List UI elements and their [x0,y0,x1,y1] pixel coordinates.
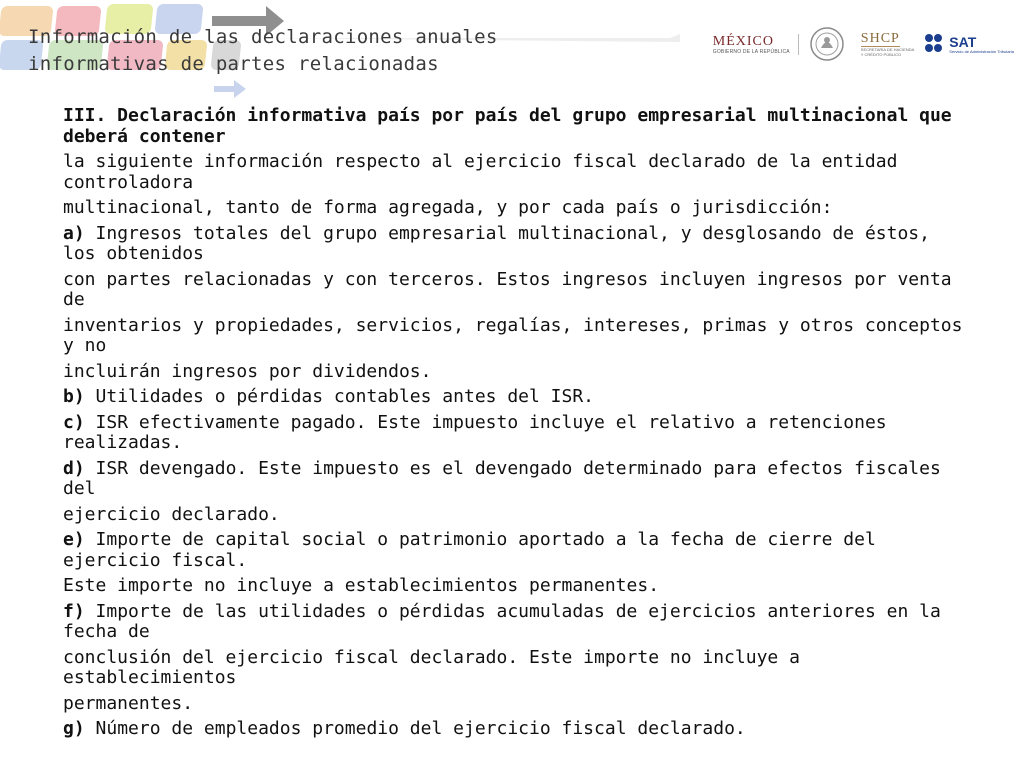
list-item-text: ISR devengado. Este impuesto es el devengado determinado para efectos fiscales del [63,457,941,499]
page-title-line2: informativas de partes relacionadas [28,53,439,75]
sat-logo-word: SAT [949,33,977,50]
list-item-letter: f) [63,600,85,622]
list-item [63,459,973,500]
list-item-text: con partes relacionadas y con terceros. Estos ingresos incluyen ingresos por venta de [63,268,952,310]
list-item-text: ISR efectivamente pagado. Este impuesto incluye el relativo a retenciones realizadas. [63,411,887,453]
list-item [63,602,973,643]
list-item-letter: d) [63,457,85,479]
document-body [63,106,973,740]
list-item-text: Utilidades o pérdidas contables antes del ISR. [84,386,595,407]
shcp-logo-sub2: Y CRÉDITO PÚBLICO [860,52,902,57]
list-item [63,505,973,526]
body-line: multinacional, tanto de forma agregada, y por cada país o jurisdicción: [63,197,833,218]
list-item [63,362,973,383]
body-line: la siguiente información respecto al ejercicio fiscal declarado de la entidad controladora [63,151,898,193]
list-item-letter: e) [63,529,85,550]
mexico-logo-sub: GOBIERNO DE LA REPÚBLICA [712,48,790,55]
shcp-logo-sub1: SECRETARÍA DE HACIENDA [860,47,915,52]
list-item-text: permanentes. [63,692,194,714]
mexico-logo [713,34,799,55]
list-item [63,694,973,715]
list-item-letter: b) [63,386,85,407]
list-item [63,387,973,408]
list-item-text: Este importe no incluye a establecimientos permanentes. [63,575,660,596]
mexico-logo-word: MÉXICO [712,33,774,49]
sat-logo-sub: Servicio de Administración Tributaria [949,48,1014,54]
page-title [28,24,498,78]
page-title-line1: Información de las declaraciones anuales [28,26,498,48]
blue-arrow-icon [212,78,248,100]
list-item-letter: a) [63,222,85,244]
section-heading: III. Declaración informativa país por país del grupo empresarial multinacional que deberá contener [63,105,952,147]
shcp-logo-word: SHCP [860,31,900,46]
list-item [63,316,973,357]
list-item-text: Importe de capital social o patrimonio aportado a la fecha de cierre del ejercicio fiscal. [63,529,876,571]
shcp-logo [855,31,915,57]
list-item [63,648,973,689]
list-item-text: incluirán ingresos por dividendos. [63,360,432,382]
sat-dots-icon [924,33,946,55]
list-item-letter: g) [63,718,85,739]
list-item [63,576,973,597]
list-item [63,530,973,571]
list-item-text: inventarios y propiedades, servicios, regalías, intereses, primas y otros conceptos y no [63,314,963,356]
list-item-text: Ingresos totales del grupo empresarial multinacional, y desglosando de éstos, los obtenidos [63,222,930,264]
list-item-letter: c) [63,411,85,433]
list-item-text: Número de empleados promedio del ejercicio fiscal declarado. [84,718,746,739]
government-logos [713,26,1014,62]
sat-logo [924,33,1014,55]
list-item-text: Importe de las utilidades o pérdidas acumuladas de ejercicios anteriores en la fecha de [63,600,941,642]
list-item-text: conclusión del ejercicio fiscal declarado. Este importe no incluye a establecimientos [63,646,800,688]
list-item [63,719,973,740]
list-item [63,413,973,454]
list-item-text: ejercicio declarado. [63,503,280,525]
national-seal-icon [809,26,845,62]
list-item [63,270,973,311]
list-item [63,224,973,265]
